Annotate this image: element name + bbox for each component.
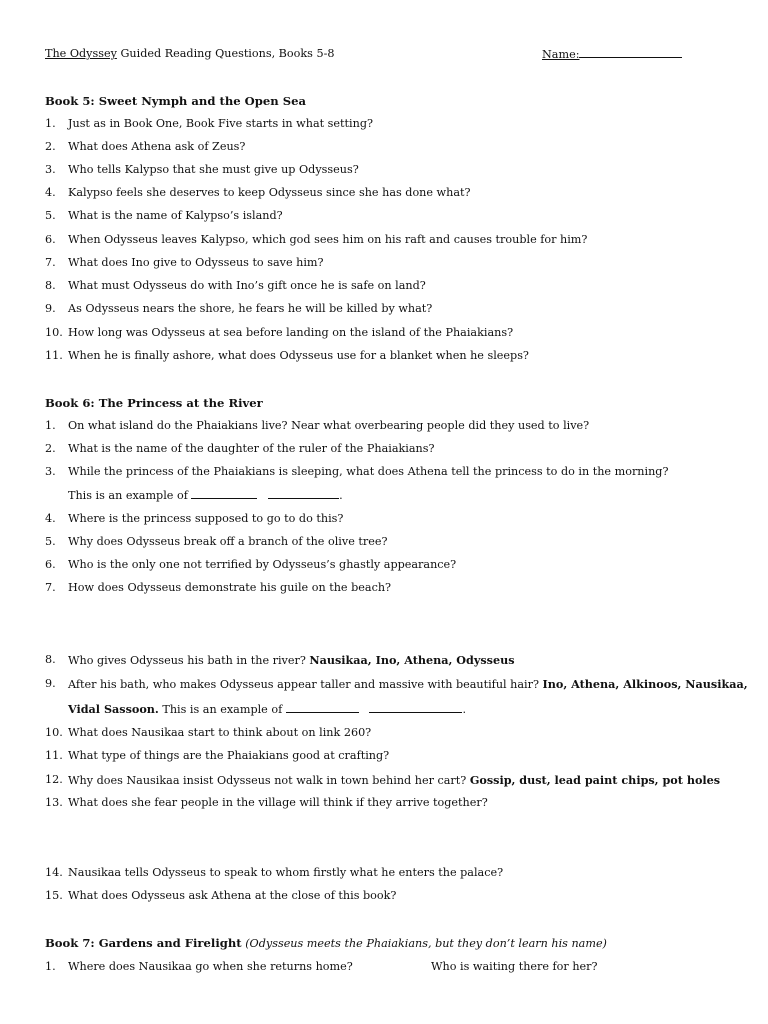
answer-blank — [268, 488, 339, 499]
answer-choices: Nausikaa, Ino, Athena, Odysseus — [309, 653, 515, 667]
answer-blank — [286, 702, 359, 713]
name-blank-line — [579, 47, 682, 58]
name-field — [542, 47, 682, 61]
title-rest: Guided Reading Questions, Books 5-8 — [116, 47, 335, 60]
document-title — [45, 47, 334, 60]
answer-choices: Gossip, dust, lead paint chips, pot holes — [469, 773, 721, 787]
answer-blank — [191, 488, 257, 499]
name-label: Name: — [542, 48, 580, 61]
title-book-name: The Odyssey — [45, 47, 117, 60]
book5-heading: Book 5: Sweet Nymph and the Open Sea — [45, 94, 306, 108]
answer-choices: Vidal Sassoon. — [68, 702, 159, 716]
book7-heading: Book 7: Gardens and Firelight — [45, 936, 242, 950]
book7-subtitle: (Odysseus meets the Phaiakians, but they don’t learn his name) — [245, 937, 607, 950]
book6-heading: Book 6: The Princess at the River — [45, 396, 263, 410]
answer-blank — [369, 702, 462, 713]
book7-heading-line — [45, 936, 607, 950]
answer-choices: Ino, Athena, Alkinoos, Nausikaa, — [542, 677, 748, 691]
